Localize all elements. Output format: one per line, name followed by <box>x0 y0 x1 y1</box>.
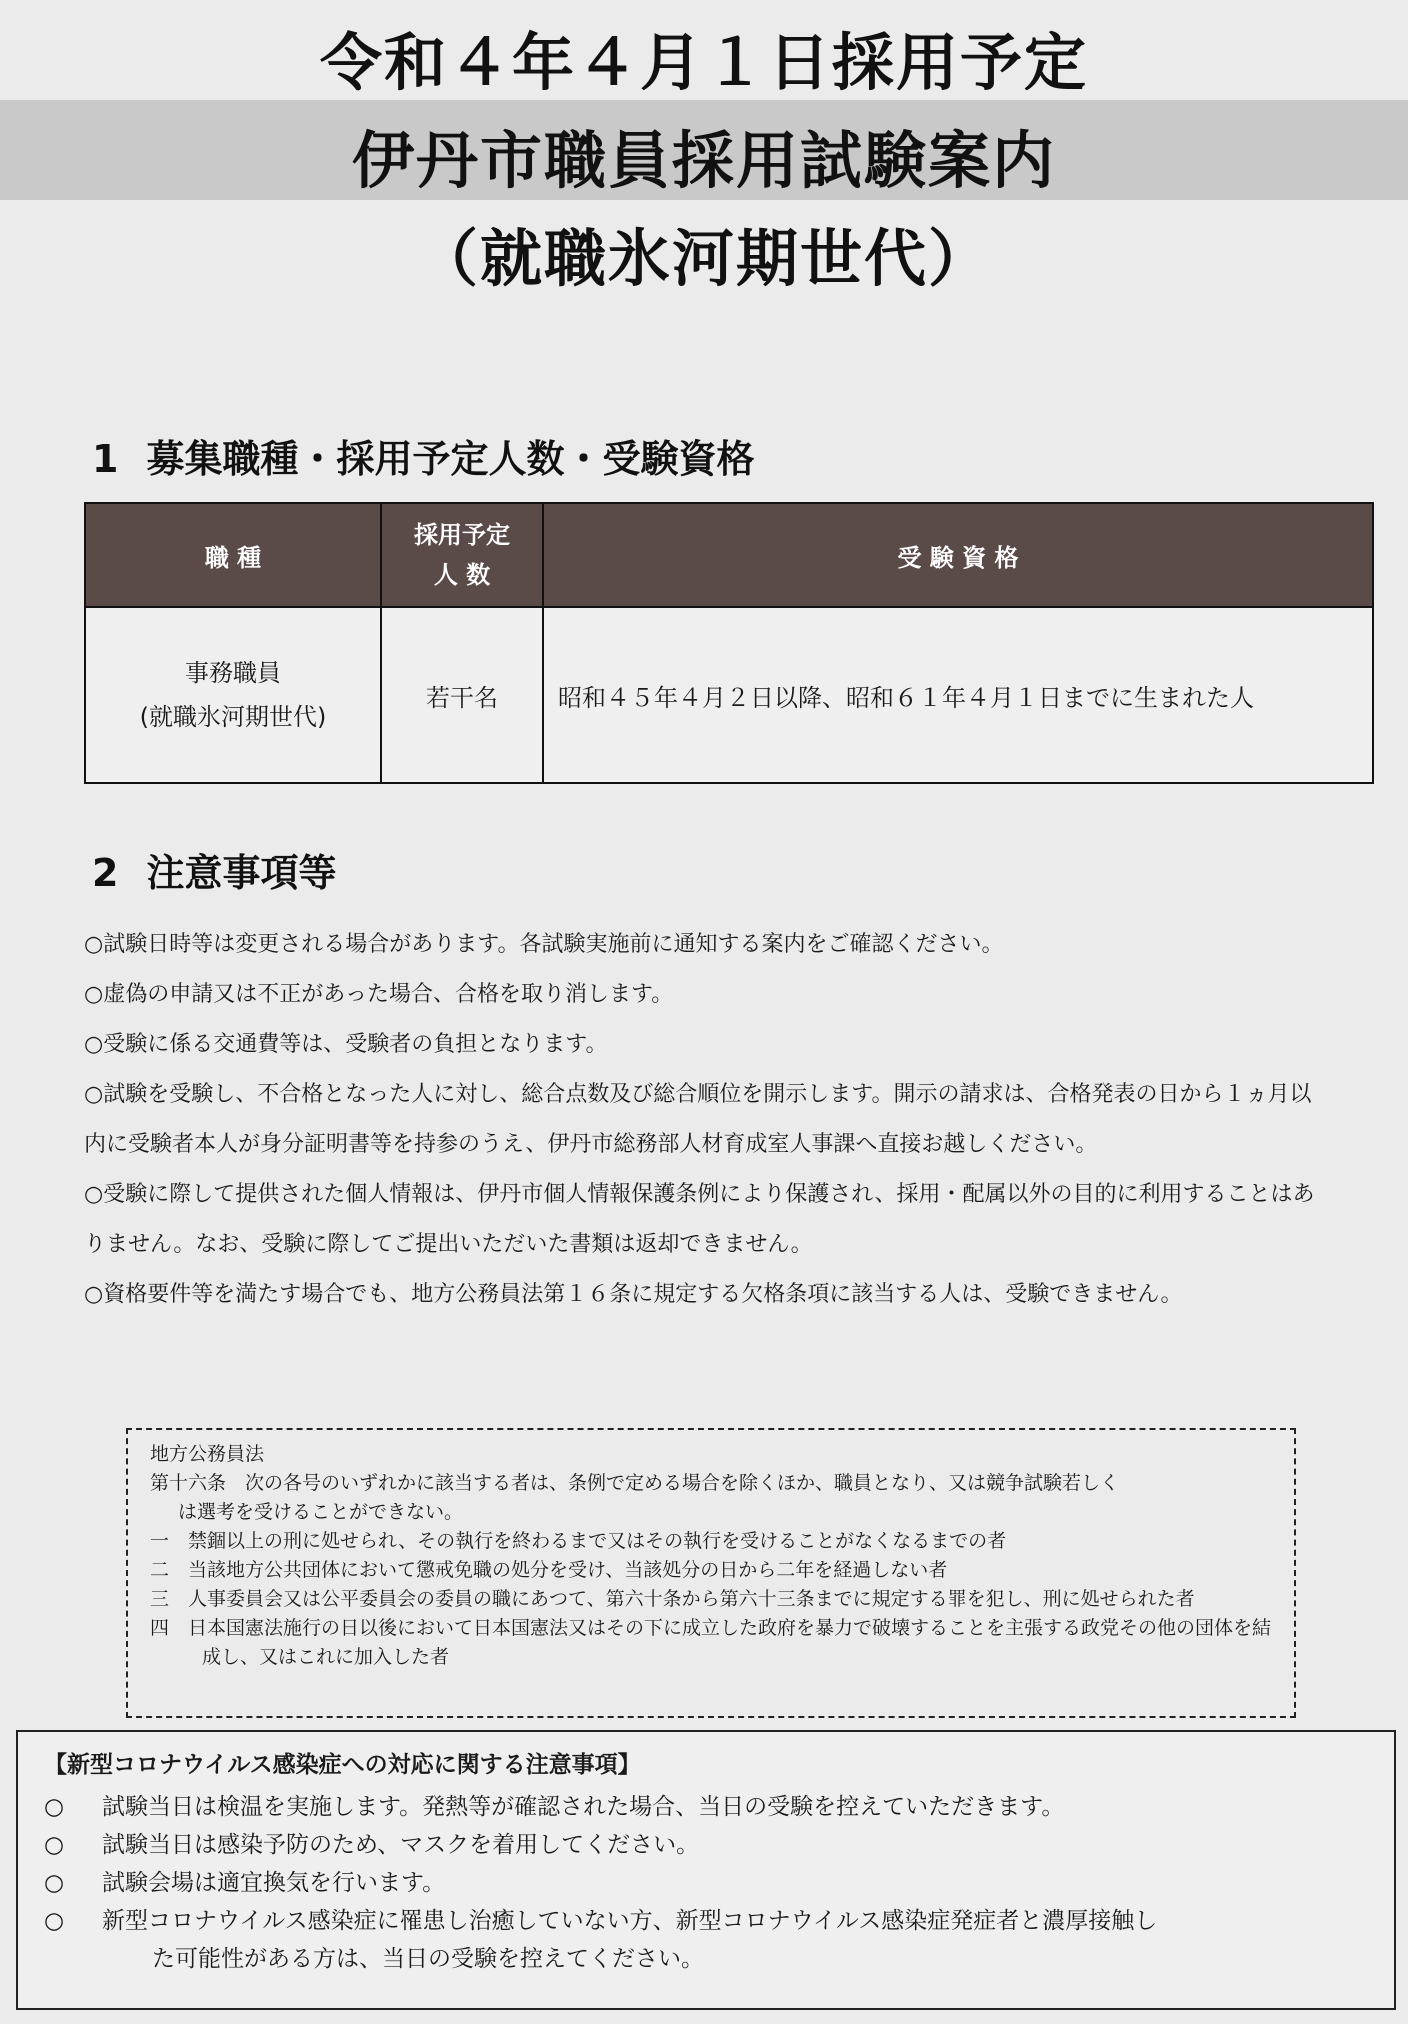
header-count <box>381 503 543 607</box>
note-item: ○試験日時等は変更される場合があります。各試験実施前に通知する案内をご確認ください。 <box>84 932 1004 957</box>
table-row <box>85 607 1373 783</box>
law-article-cont: は選考を受けることができない。 <box>178 1501 464 1523</box>
covid-item <box>44 1864 1368 1902</box>
law-title: 地方公務員法 <box>150 1443 265 1465</box>
covid-item-text: 試験当日は感染予防のため、マスクを着用してください。 <box>102 1832 700 1858</box>
title-line-1: 令和４年４月１日採用予定 <box>319 26 1088 99</box>
section-2-heading <box>92 842 336 897</box>
covid-item <box>44 1788 1368 1826</box>
title-line-3: （就職氷河期世代） <box>415 222 992 295</box>
note-item: ○受験に際して提供された個人情報は、伊丹市個人情報保護条例により保護され、採用・配属以外の目的に利用することはありません。なお、受験に際してご提出いただいた書類は返却できません。 <box>84 1182 1315 1257</box>
title-line-2: 伊丹市職員採用試験案内 <box>351 124 1056 197</box>
cell-qualification: 昭和４５年４月２日以降、昭和６１年４月１日までに生まれた人 <box>543 607 1373 783</box>
note-item: ○受験に係る交通費等は、受験者の負担となります。 <box>84 1032 608 1057</box>
law-article-head: 第十六条 次の各号のいずれかに該当する者は、条例で定める場合を除くほか、職員となり、又は競争試験若しく <box>150 1472 1120 1494</box>
cell-count: 若干名 <box>381 607 543 783</box>
note-item: ○試験を受験し、不合格となった人に対し、総合点数及び総合順位を開示します。開示の請求は、合格発表の日から１ヵ月以内に受験者本人が身分証明書等を持参のうえ、伊丹市総務部人材育成室人事課へ直接お越しください。 <box>84 1082 1312 1157</box>
covid-item-text: 試験会場は適宜換気を行います。 <box>102 1870 446 1896</box>
section-2-number: 2 <box>92 851 119 895</box>
bullet-icon: ○ <box>44 1908 65 1934</box>
header-count-line1: 採用予定 <box>414 521 510 549</box>
note-item: ○資格要件等を満たす場合でも、地方公務員法第１６条に規定する欠格条項に該当する人は、受験できません。 <box>84 1282 1183 1307</box>
note-item: ○虚偽の申請又は不正があった場合、合格を取り消します。 <box>84 982 674 1007</box>
covid-notice-box <box>16 1730 1396 2010</box>
section-1-number: 1 <box>92 437 119 481</box>
notes-list <box>84 920 1324 1320</box>
header-count-line2: 人 数 <box>433 561 491 589</box>
header-qualification: 受 験 資 格 <box>543 503 1373 607</box>
table-header-row <box>85 503 1373 607</box>
law-item: 一 禁錮以上の刑に処せられ、その執行を終わるまで又はその執行を受けることがなくなるまでの者 <box>150 1530 1007 1552</box>
qualification-table <box>84 502 1374 784</box>
covid-item <box>44 1902 1368 1940</box>
covid-heading: 【新型コロナウイルス感染症への対応に関する注意事項】 <box>44 1752 641 1778</box>
covid-item-text: 新型コロナウイルス感染症に罹患し治癒していない方、新型コロナウイルス感染症発症者と濃厚接触し <box>102 1908 1158 1934</box>
bullet-icon: ○ <box>44 1870 65 1896</box>
covid-item <box>44 1826 1368 1864</box>
law-item: 二 当該地方公共団体において懲戒免職の処分を受け、当該処分の日から二年を経過しない者 <box>150 1559 948 1581</box>
bullet-icon: ○ <box>44 1794 65 1820</box>
cell-job-line2: (就職氷河期世代) <box>139 703 327 731</box>
covid-item-continuation: た可能性がある方は、当日の受験を控えてください。 <box>152 1946 704 1972</box>
law-item: 三 人事委員会又は公平委員会の委員の職にあつて、第六十条から第六十三条までに規定する罪を犯し、刑に処せられた者 <box>150 1588 1195 1610</box>
document-title <box>0 14 1408 308</box>
law-excerpt-box <box>126 1428 1296 1718</box>
bullet-icon: ○ <box>44 1832 65 1858</box>
cell-job <box>85 607 381 783</box>
section-2-title: 注意事項等 <box>146 851 337 895</box>
covid-item-text: 試験当日は検温を実施します。発熱等が確認された場合、当日の受験を控えていただきます。 <box>102 1794 1065 1820</box>
section-1-heading <box>92 428 754 483</box>
cell-job-line1: 事務職員 <box>185 659 281 687</box>
law-item: 四 日本国憲法施行の日以後において日本国憲法又はその下に成立した政府を暴力で破壊することを主張する政党その他の団体を結成し、又はこれに加入した者 <box>150 1617 1272 1668</box>
section-1-title: 募集職種・採用予定人数・受験資格 <box>146 437 755 481</box>
header-job: 職 種 <box>85 503 381 607</box>
